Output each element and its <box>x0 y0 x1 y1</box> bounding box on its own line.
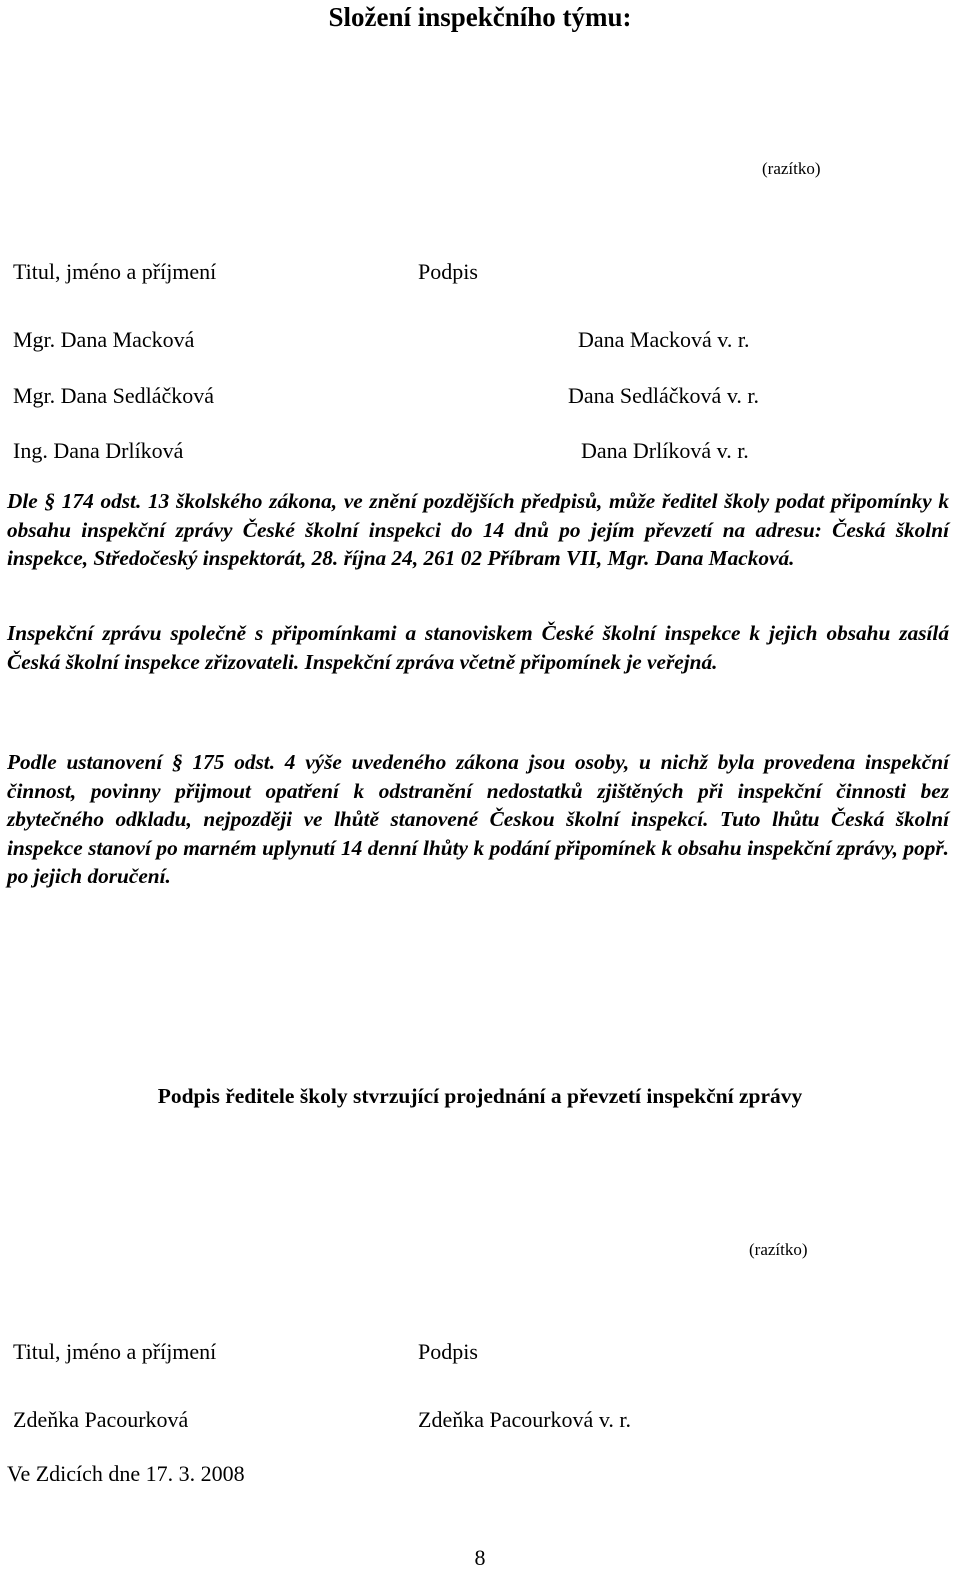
director-signature: Zdeňka Pacourková v. r. <box>418 1407 632 1432</box>
team-sign-header: Podpis <box>418 259 478 284</box>
director-name: Zdeňka Pacourková <box>13 1407 189 1432</box>
stamp-label: (razítko) <box>762 159 821 178</box>
stamp-label: (razítko) <box>749 1240 808 1259</box>
team-member-signature: Dana Macková v. r. <box>578 327 750 352</box>
place-and-date: Ve Zdicích dne 17. 3. 2008 <box>7 1461 245 1486</box>
team-member-name: Mgr. Dana Sedláčková <box>13 383 214 408</box>
team-member-name: Mgr. Dana Macková <box>13 327 195 352</box>
director-signature-heading: Podpis ředitele školy stvrzující projednání a převzetí inspekční zprávy <box>157 1084 803 1108</box>
page-number: 8 <box>474 1545 486 1570</box>
team-name-header: Titul, jméno a příjmení <box>13 259 217 284</box>
page-title: Složení inspekčního týmu: <box>328 2 632 32</box>
notice-paragraph-measures: Podle ustanovení § 175 odst. 4 výše uvedeného zákona jsou osoby, u nichž byla provedena inspekční činnost, povinny přijmout opatření k odstranění nedostatků zjištěných při inspekční činnosti bez zbytečného odkladu, nejpozději ve lhůtě stanovené Českou školní inspekcí. Tuto lhůtu Česká školní inspekce stanoví po marném uplynutí 14 denní lhůty k podání připomínek k obsahu inspekční zprávy, popř. po jejich doručení. <box>7 750 949 888</box>
notice-paragraph-publication: Inspekční zprávu společně s připomínkami a stanoviskem České školní inspekce k jejich obsahu zasílá Česká školní inspekce zřizovateli. Inspekční zpráva včetně připomínek je veřejná. <box>7 621 949 674</box>
director-sign-header: Podpis <box>418 1339 478 1364</box>
team-member-signature: Dana Sedláčková v. r. <box>568 383 760 408</box>
team-member-name: Ing. Dana Drlíková <box>13 438 184 463</box>
team-member-signature: Dana Drlíková v. r. <box>581 438 749 463</box>
director-name-header: Titul, jméno a příjmení <box>13 1339 217 1364</box>
notice-paragraph-comments: Dle § 174 odst. 13 školského zákona, ve znění pozdějších předpisů, může ředitel školy podat připomínky k obsahu inspekční zprávy České školní inspekci do 14 dnů po jejím převzetí na adresu: Česká školní inspekce, Středočeský inspektorát, 28. října 24, 261 02 Příbram VII, Mgr. Dana Macková. <box>7 489 949 570</box>
